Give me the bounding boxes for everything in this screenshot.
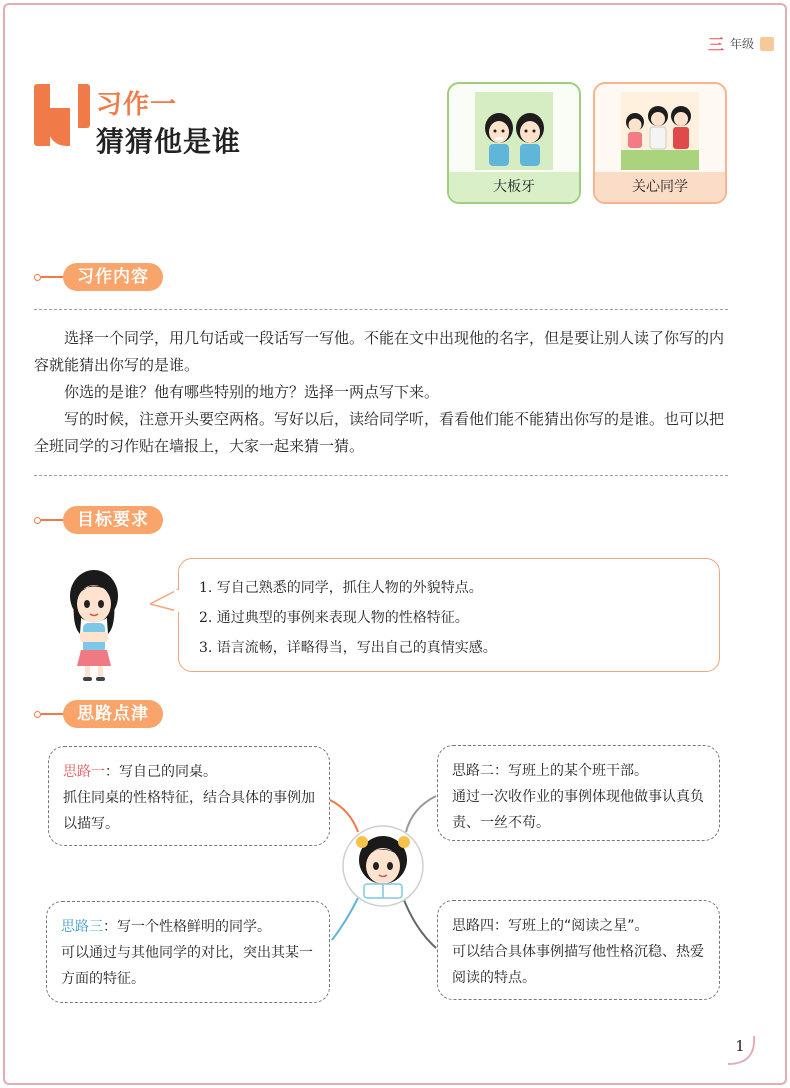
idea-box-3 <box>46 901 330 1003</box>
section-header-ideas <box>34 700 163 728</box>
grade-color-square <box>760 37 774 51</box>
section-header-goals <box>34 506 163 534</box>
page-number: 1 <box>735 1037 745 1055</box>
idea-key: 思路一 <box>63 764 105 780</box>
idea-heading: ：写班上的“阅读之星”。 <box>494 918 649 934</box>
teacher-girl-illustration <box>62 566 128 684</box>
reading-girl-illustration <box>340 820 426 910</box>
idea-heading: ：写自己的同桌。 <box>105 764 217 780</box>
idea-box-1 <box>48 746 330 846</box>
card-caption: 大板牙 <box>449 172 579 202</box>
idea-box-4 <box>437 900 720 1000</box>
paragraph: 你选的是谁？他有哪些特别的地方？选择一两点写下来。 <box>64 383 440 401</box>
picture-card-caring-classmate <box>593 82 727 204</box>
idea-heading: ：写班上的某个班干部。 <box>494 763 648 779</box>
section-header-content <box>34 263 163 291</box>
divider <box>34 475 728 476</box>
idea-key: 思路四 <box>452 918 494 934</box>
idea-key: 思路二 <box>452 763 494 779</box>
idea-heading: ：写一个性格鲜明的同学。 <box>103 919 271 935</box>
idea-body: 可以通过与其他同学的对比，突出其某一方面的特征。 <box>61 945 313 987</box>
lesson-title: 猜猜他是谁 <box>96 125 242 158</box>
paragraph: 选择一个同学，用几句话或一段话写一写他。不能在文中出现他的名字，但是要让别人读了你写的内容就能猜出你写的是谁。 <box>34 329 725 374</box>
goals-speech-bubble <box>178 558 720 672</box>
divider <box>34 309 728 310</box>
goal-item: 1. 写自己熟悉的同学，抓住人物的外貌特点。 <box>199 580 483 596</box>
section-title: 目标要求 <box>63 506 163 534</box>
grade-numeral: 三 <box>707 35 724 54</box>
idea-key: 思路三 <box>61 919 103 935</box>
lesson-bookmark-logo <box>34 84 90 150</box>
content-paragraphs <box>34 325 730 460</box>
paragraph: 写的时候，注意开头要空两格。写好以后，读给同学听，看看他们能不能猜出你写的是谁。也可以把全班同学的习作贴在墙报上，大家一起来猜一猜。 <box>34 410 725 455</box>
goal-item: 2. 通过典型的事例来表现人物的性格特征。 <box>199 610 469 626</box>
three-kids-illustration <box>621 92 699 170</box>
grade-marker <box>708 32 774 55</box>
picture-card-big-teeth <box>447 82 581 204</box>
idea-box-2 <box>437 745 720 841</box>
lesson-kicker: 习作一 <box>96 90 178 120</box>
goal-item: 3. 语言流畅，详略得当，写出自己的真情实感。 <box>199 640 497 656</box>
grade-label: 年级 <box>729 37 754 51</box>
two-girls-illustration <box>475 92 553 170</box>
section-title: 习作内容 <box>63 263 163 291</box>
idea-body: 可以结合具体事例描写他性格沉稳、热爱阅读的特点。 <box>452 944 704 986</box>
idea-body: 通过一次收作业的事例体现他做事认真负责、一丝不苟。 <box>452 789 704 831</box>
card-caption: 关心同学 <box>595 172 725 202</box>
idea-body: 抓住同桌的性格特征，结合具体的事例加以描写。 <box>63 790 315 832</box>
section-title: 思路点津 <box>63 700 163 728</box>
